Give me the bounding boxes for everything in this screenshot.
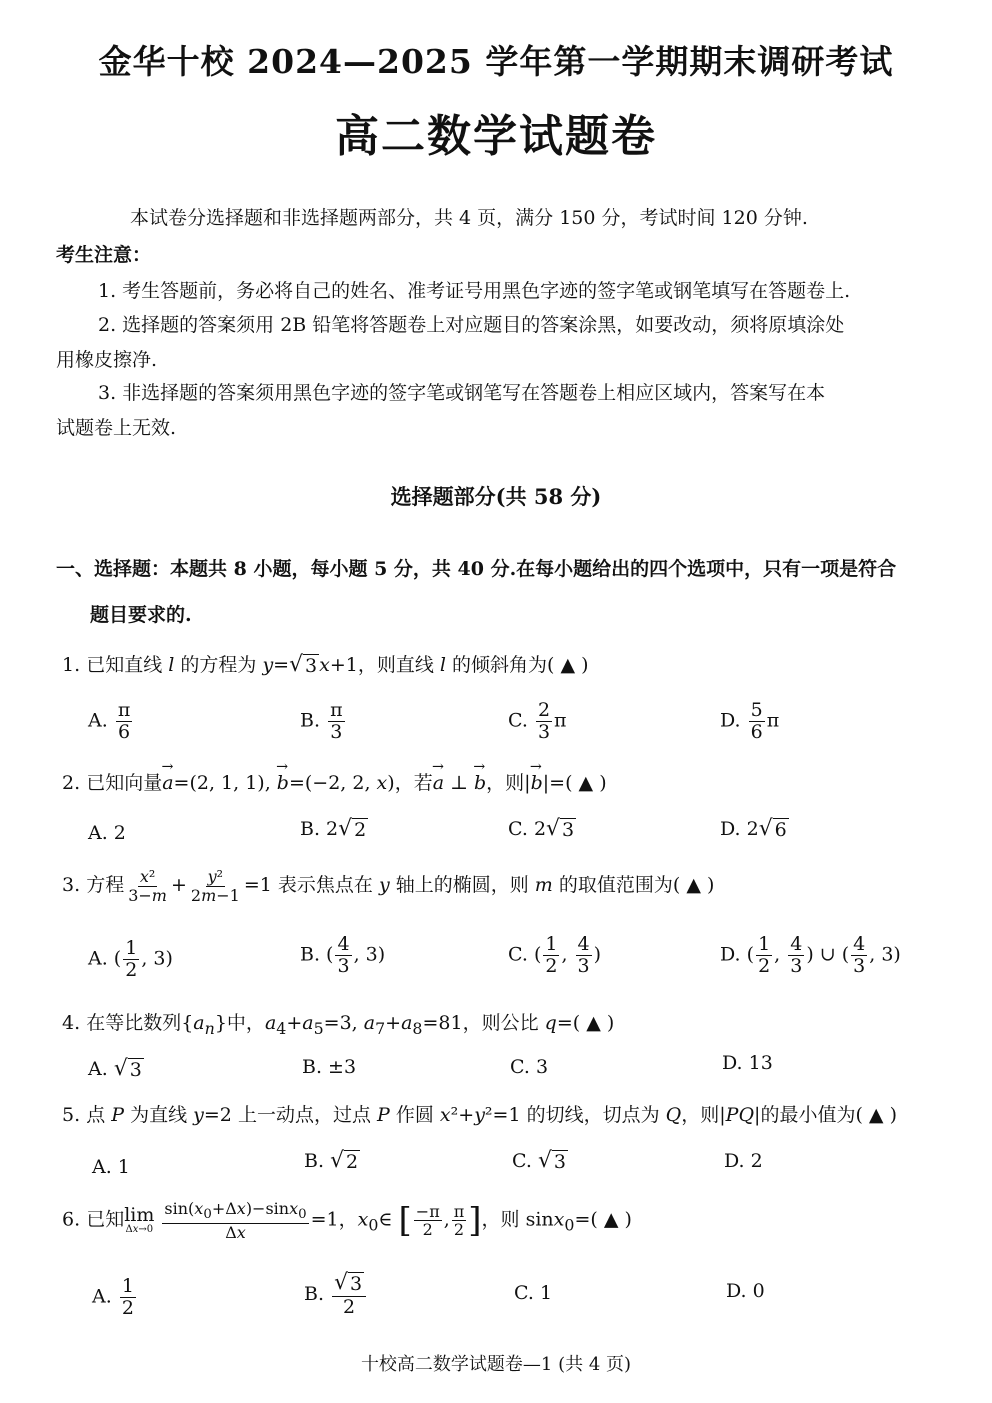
notice-item-3-cont: 试题卷上无效. bbox=[56, 417, 177, 439]
answer-mark: ▲ bbox=[560, 654, 576, 676]
part1-instructions: 一、选择题：本题共 8 小题，每小题 5 分，共 40 分.在每小题给出的四个选项中，只有一项是符合 bbox=[56, 558, 897, 580]
q2-option-a: A. 2 bbox=[88, 822, 126, 844]
page-footer: 十校高二数学试题卷—1 (共 4 页) bbox=[360, 1354, 632, 1375]
q5-option-a: A. 1 bbox=[92, 1156, 130, 1178]
q6-option-a: A. $\frac{1}{2}$ bbox=[92, 1275, 134, 1319]
answer-mark: ▲ bbox=[578, 772, 594, 794]
exam-subtitle: 高二数学试题卷 bbox=[335, 111, 657, 162]
q4-option-b: B. ±3 bbox=[302, 1056, 357, 1078]
q2-option-b: B. 2 √ 2 bbox=[300, 816, 367, 841]
q1-option-c: C. $\frac{2}{3}$ π bbox=[508, 699, 567, 743]
question-6: 6. 已知 lim Δx→0 $\frac{\sin(x_0+\Delta x)-\sin x_0}{\Delta x}$ =1，$x_0\in$ [ $\frac{-\pi}{2}$ , $\frac{\pi}{2}$ ]，则 sinx$_0$=( ▲ ) bbox=[62, 1199, 632, 1242]
q3-option-b: B. ( $\frac{4}{3}$ , 3) bbox=[300, 933, 386, 977]
q6-option-b: B. √ 3 2 bbox=[304, 1272, 368, 1318]
q3-option-a: A. ( $\frac{1}{2}$ , 3) bbox=[88, 937, 173, 981]
answer-mark: ▲ bbox=[686, 874, 701, 897]
q3-option-d: D. ( $\frac{1}{2}$ , $\frac{4}{3}$ ) ∪ ( $\frac{4}{3}$ , 3) bbox=[720, 933, 901, 977]
q6-option-c: C. 1 bbox=[514, 1282, 553, 1304]
q5-option-b: B. √ 2 bbox=[304, 1148, 359, 1173]
question-4: 4. 在等比数列$\{a_n\}$中，$a_4+a_5=3$, $a_7+a_8=81$，则公比 q=( ▲ ) bbox=[62, 1012, 615, 1038]
q4-option-d: D. 13 bbox=[722, 1052, 773, 1074]
notice-item-2-cont: 用橡皮擦净. bbox=[56, 349, 158, 371]
notice-item-1: 1. 考生答题前，务必将自己的姓名、准考证号用黑色字迹的签字笔或钢笔填写在答题卷上. bbox=[98, 280, 851, 302]
q3-option-c: C. ( $\frac{1}{2}$ , $\frac{4}{3}$ ) bbox=[508, 933, 602, 977]
question-5: 5. 点 P 为直线 y=2 上一动点，过点 P 作圆 x²+y²=1 的切线，切点为 Q，则|PQ|的最小值为( ▲ ) bbox=[62, 1104, 897, 1126]
notice-heading: 考生注意： bbox=[56, 244, 152, 266]
answer-mark: ▲ bbox=[603, 1208, 619, 1231]
notice-item-3: 3. 非选择题的答案须用黑色字迹的签字笔或钢笔写在答题卷上相应区域内，答案写在本 bbox=[98, 382, 826, 404]
q4-option-a: A. √ 3 bbox=[88, 1056, 142, 1081]
q5-option-d: D. 2 bbox=[724, 1150, 763, 1172]
part1-instructions-cont: 题目要求的. bbox=[90, 604, 192, 626]
q5-option-c: C. √ 3 bbox=[512, 1148, 566, 1173]
question-3: 3. 方程 $\frac{\text{x²}}{3-m}$ + $\frac{\text{y²}}{2m-1}$ =1 表示焦点在 y 轴上的椭圆，则 m 的取值范围为( ▲ ) bbox=[62, 867, 715, 905]
intro-text: 本试卷分选择题和非选择题两部分，共 4 页，满分 150 分，考试时间 120 分钟. bbox=[130, 207, 808, 229]
exam-title: 金华十校 2024—2025 学年第一学期期末调研考试 bbox=[98, 42, 894, 81]
question-2: 2. 已知向量→ a=(2, 1, 1), → b=(−2, 2, x)，若→ a ⊥ → b，则|→ b|=( ▲ ) bbox=[62, 768, 607, 795]
section-title: 选择题部分(共 58 分) bbox=[390, 484, 602, 509]
answer-mark: ▲ bbox=[586, 1012, 601, 1034]
q4-option-c: C. 3 bbox=[510, 1056, 549, 1078]
q1-option-b: B. $\frac{\pi}{3}$ bbox=[300, 699, 343, 743]
q1-option-a: A. $\frac{\pi}{6}$ bbox=[88, 699, 131, 743]
answer-mark: ▲ bbox=[868, 1104, 884, 1126]
q1-option-d: D. $\frac{5}{6}$ π bbox=[720, 699, 780, 743]
q2-option-c: C. 2 √ 3 bbox=[508, 816, 575, 841]
notice-item-2: 2. 选择题的答案须用 2B 铅笔将答题卷上对应题目的答案涂黑，如要改动，须将原填涂处 bbox=[98, 314, 845, 336]
q2-option-d: D. 2 √ 6 bbox=[720, 816, 787, 841]
q6-option-d: D. 0 bbox=[726, 1280, 765, 1302]
question-1: 1. 已知直线 l 的方程为 y= √ 3 x+1，则直线 l 的倾斜角为( ▲ ) bbox=[62, 652, 589, 677]
